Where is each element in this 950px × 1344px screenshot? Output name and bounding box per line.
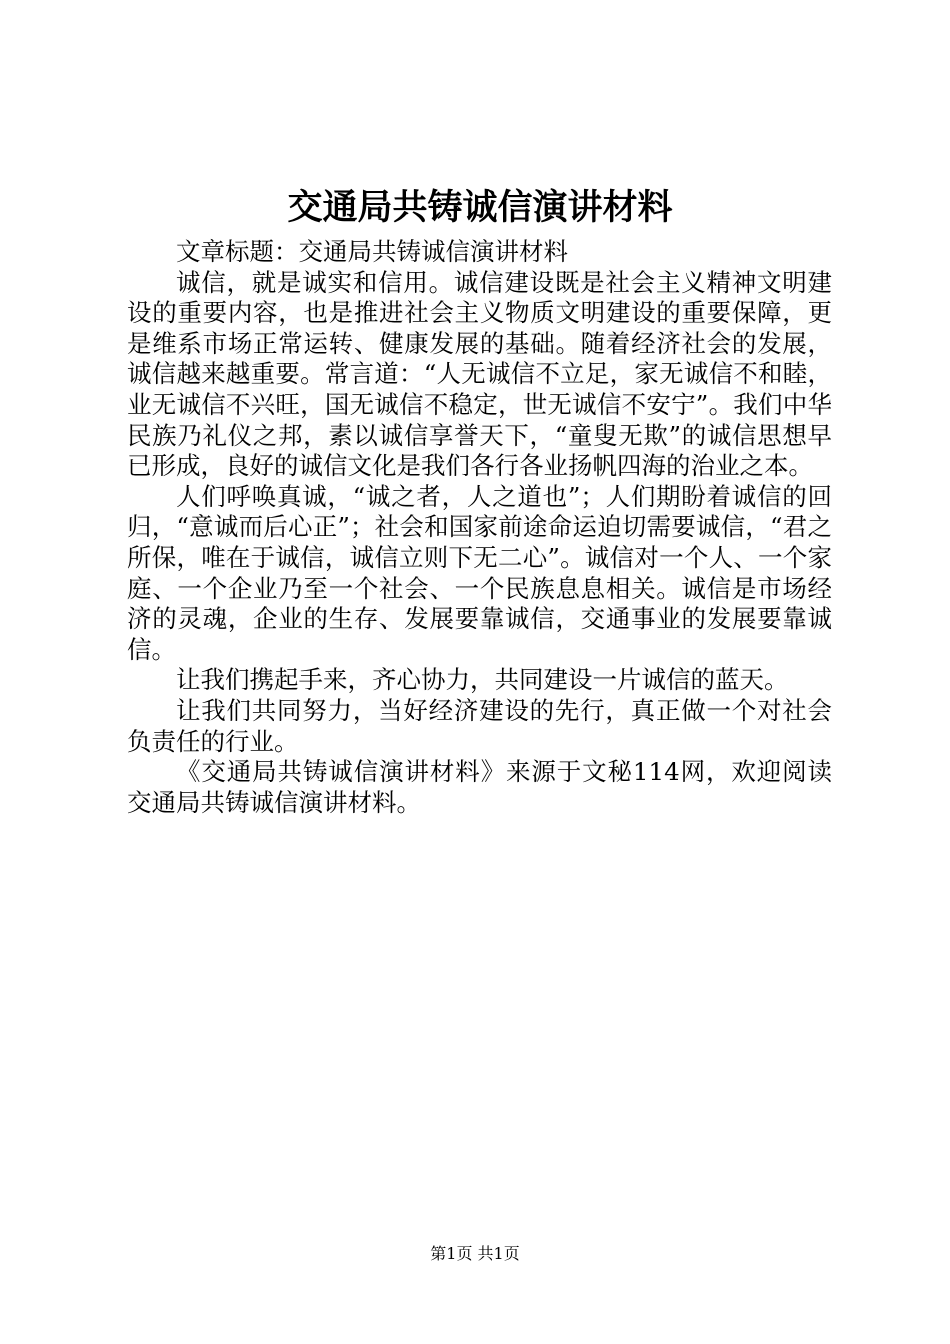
article-title-line: 文章标题：交通局共铸诚信演讲材料	[176, 237, 568, 266]
paragraph-work-together: 让我们共同努力，当好经济建设的先行，真正做一个对社会负责任的行业。	[127, 695, 832, 756]
paragraph-join-hands: 让我们携起手来，齐心协力，共同建设一片诚信的蓝天。	[176, 665, 789, 695]
document-body	[127, 237, 832, 818]
paragraph-source-note: 《交通局共铸诚信演讲材料》来源于文秘114网，欢迎阅读交通局共铸诚信演讲材料。	[127, 757, 832, 817]
page-footer: 第1页 共1页	[430, 1244, 520, 1263]
document-title: 交通局共铸诚信演讲材料	[287, 187, 673, 228]
paragraph-call-for-sincerity: 人们呼唤真诚，“诚之者，人之道也”；人们期盼着诚信的回归，“意诚而后心正”；社会和国家前途命运迫切需要诚信，“君之所保，唯在于诚信，诚信立则下无二心”。诚信对一个人、一个家庭、一个企业乃至一个社会、一个民族息息相关。诚信是市场经济的灵魂，企业的生存、发展要靠诚信，交通事业的发展要靠诚信。	[127, 481, 832, 664]
paragraph-integrity-definition: 诚信，就是诚实和信用。诚信建设既是社会主义精神文明建设的重要内容，也是推进社会主义物质文明建设的重要保障，更是维系市场正常运转、健康发展的基础。随着经济社会的发展，诚信越来越重要。常言道：“人无诚信不立足，家无诚信不和睦，业无诚信不兴旺，国无诚信不稳定，世无诚信不安宁”。我们中华民族乃礼仪之邦，素以诚信享誉天下，“童叟无欺”的诚信思想早已形成，良好的诚信文化是我们各行各业扬帆四海的治业之本。	[127, 267, 832, 481]
